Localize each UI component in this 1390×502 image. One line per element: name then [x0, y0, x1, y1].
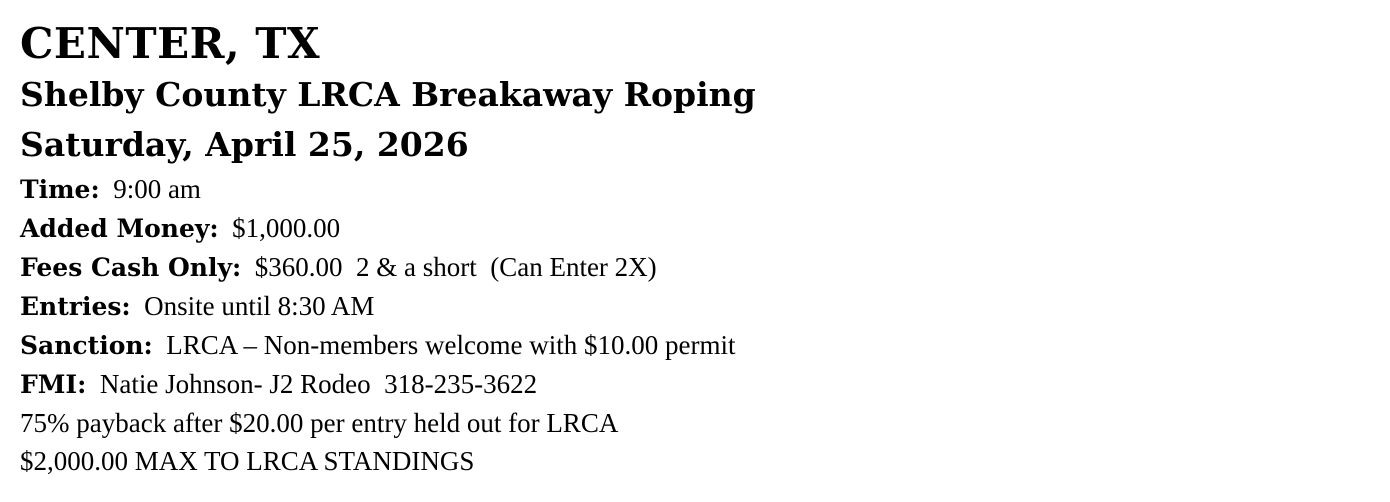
note-max-standings: $2,000.00 MAX TO LRCA STANDINGS [20, 446, 475, 476]
event-flyer [20, 18, 1370, 480]
detail-entries [20, 287, 1370, 326]
detail-value: $1,000.00 [218, 213, 341, 243]
detail-label: Entries: [20, 292, 131, 321]
detail-fees [20, 248, 1370, 287]
detail-value: $360.00 2 & a short (Can Enter 2X) [241, 252, 657, 282]
detail-label: FMI: [20, 370, 87, 399]
detail-value: 9:00 am [99, 174, 201, 204]
note-payback: 75% payback after $20.00 per entry held out for LRCA [20, 408, 619, 438]
detail-sanction [20, 326, 1370, 365]
detail-time [20, 170, 1370, 209]
event-date-heading: Saturday, April 25, 2026 [20, 125, 469, 164]
event-name-heading: Shelby County LRCA Breakaway Roping [20, 75, 756, 114]
detail-label: Time: [20, 175, 100, 204]
detail-value: Natie Johnson- J2 Rodeo 318-235-3622 [86, 369, 538, 399]
detail-label: Sanction: [20, 331, 153, 360]
detail-fmi [20, 365, 1370, 404]
detail-added-money [20, 209, 1370, 248]
location-heading: CENTER, TX [20, 19, 321, 68]
detail-label: Fees Cash Only: [20, 253, 242, 282]
detail-value: LRCA – Non-members welcome with $10.00 permit [152, 330, 736, 360]
detail-value: Onsite until 8:30 AM [130, 291, 375, 321]
detail-label: Added Money: [20, 214, 219, 243]
